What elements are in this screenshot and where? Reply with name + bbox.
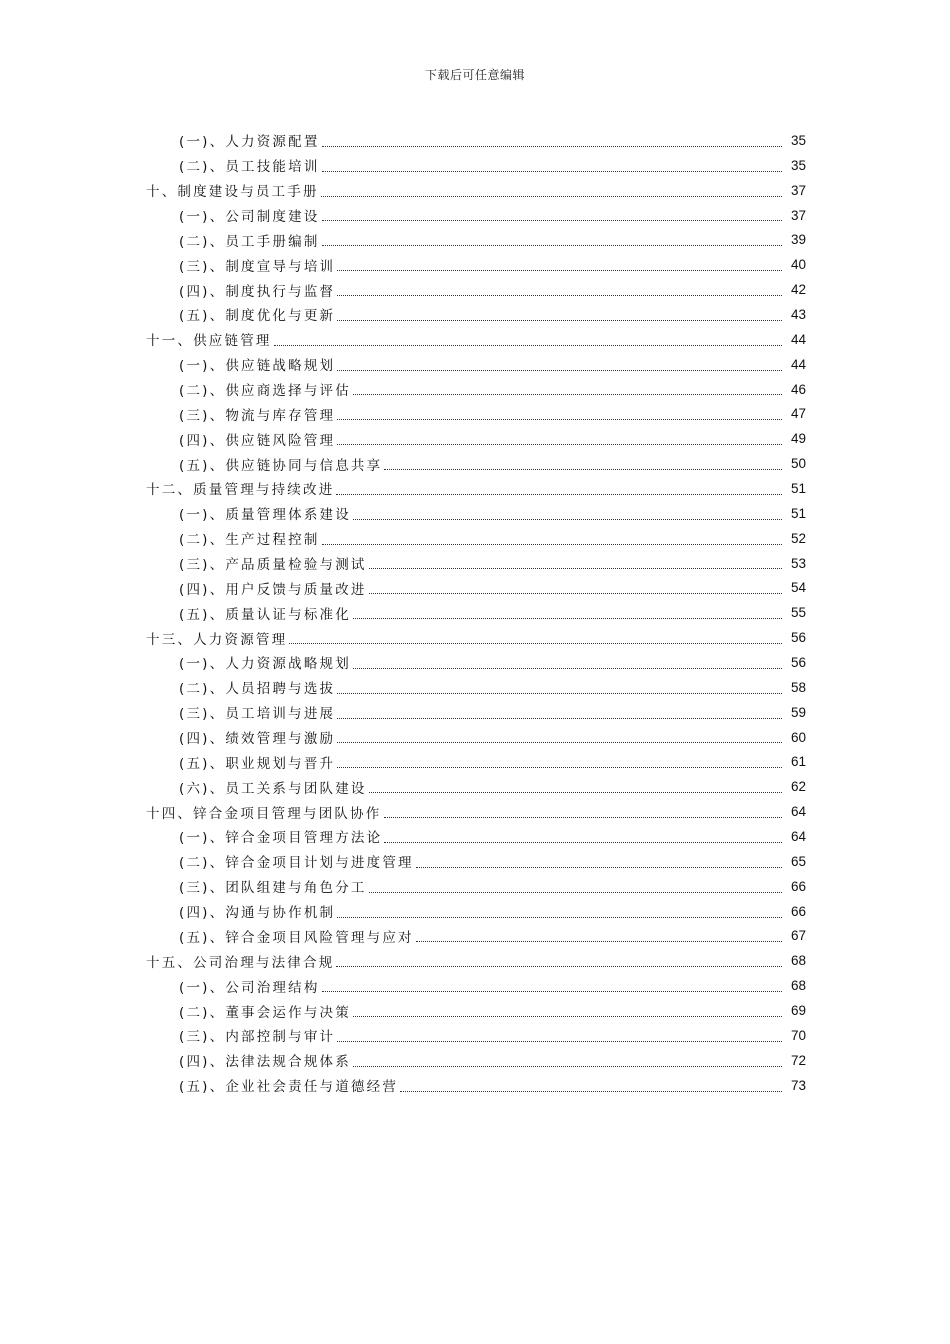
toc-page-number: 40 — [790, 257, 806, 273]
toc-entry-title: (三)、产品质量检验与测试 — [179, 557, 367, 574]
toc-page-number: 35 — [790, 157, 806, 173]
toc-entry-title: (四)、法律法规合规体系 — [179, 1054, 351, 1071]
toc-dot-leader — [337, 369, 782, 371]
toc-page-number: 53 — [790, 555, 806, 571]
toc-section-entry[interactable] — [0, 153, 950, 178]
toc-section-entry[interactable] — [0, 700, 950, 725]
toc-page-number: 65 — [790, 853, 806, 869]
toc-dot-leader — [353, 393, 782, 395]
toc-entry-title: (一)、公司制度建设 — [179, 209, 320, 225]
toc-section-entry[interactable] — [0, 924, 950, 949]
toc-section-entry[interactable] — [0, 998, 950, 1023]
toc-dot-leader — [416, 866, 782, 868]
toc-section-entry[interactable] — [0, 426, 950, 451]
toc-dot-leader — [322, 543, 782, 545]
toc-dot-leader — [337, 319, 782, 321]
toc-entry-title: (四)、用户反馈与质量改进 — [179, 581, 367, 598]
toc-page-number: 46 — [790, 381, 806, 397]
toc-dot-leader — [369, 791, 782, 793]
toc-entry-title: (五)、供应链协同与信息共享 — [179, 457, 383, 474]
toc-dot-leader — [353, 617, 782, 619]
toc-entry-title: 十二、质量管理与持续改进 — [146, 482, 335, 499]
toc-chapter-entry[interactable] — [0, 178, 950, 203]
toc-chapter-entry[interactable] — [0, 476, 950, 501]
toc-dot-leader — [336, 493, 782, 495]
toc-dot-leader — [337, 916, 782, 918]
toc-section-entry[interactable] — [0, 377, 950, 402]
toc-dot-leader — [336, 965, 782, 967]
toc-page-number: 72 — [790, 1052, 806, 1068]
toc-entry-title: (二)、员工手册编制 — [179, 233, 320, 250]
toc-page-number: 70 — [790, 1027, 806, 1043]
toc-page-number: 73 — [790, 1077, 806, 1093]
toc-entry-title: (三)、员工培训与进展 — [179, 706, 336, 723]
toc-entry-title: 十一、供应链管理 — [146, 333, 272, 350]
toc-page-number: 58 — [790, 679, 806, 695]
toc-section-entry[interactable] — [0, 899, 950, 924]
toc-page-number: 50 — [790, 456, 806, 472]
toc-page-number: 44 — [790, 331, 806, 347]
toc-entry-title: (六)、员工关系与团队建设 — [179, 780, 367, 797]
toc-dot-leader — [337, 1040, 782, 1042]
toc-dot-leader — [322, 145, 782, 147]
toc-page-number: 35 — [790, 132, 806, 148]
toc-dot-leader — [384, 468, 782, 470]
toc-dot-leader — [322, 219, 782, 221]
toc-entry-title: (一)、公司治理结构 — [179, 979, 320, 996]
toc-page-number: 69 — [790, 1003, 806, 1018]
toc-page-number: 67 — [790, 928, 806, 944]
toc-section-entry[interactable] — [0, 600, 950, 625]
toc-entry-title: (五)、制度优化与更新 — [179, 308, 336, 325]
toc-entry-title: (三)、物流与库存管理 — [179, 407, 336, 424]
toc-dot-leader — [369, 567, 782, 569]
toc-entry-title: 十、制度建设与员工手册 — [146, 184, 319, 201]
toc-page-number: 68 — [790, 978, 806, 994]
toc-entry-title: (三)、制度宣导与培训 — [179, 258, 336, 275]
toc-entry-title: (一)、供应链战略规划 — [179, 358, 336, 375]
toc-entry-title: (二)、人员招聘与选拔 — [179, 681, 336, 698]
toc-chapter-entry[interactable] — [0, 625, 950, 650]
toc-page-number: 52 — [790, 530, 806, 546]
toc-page-number: 42 — [790, 282, 806, 298]
toc-dot-leader — [274, 344, 782, 346]
toc-page-number: 51 — [790, 480, 806, 496]
toc-page-number: 59 — [790, 704, 806, 720]
toc-page-number: 51 — [790, 505, 806, 521]
toc-page-number: 37 — [790, 182, 806, 198]
toc-entry-title: (二)、锌合金项目计划与进度管理 — [179, 855, 414, 872]
toc-section-entry[interactable] — [0, 203, 950, 228]
toc-dot-leader — [416, 940, 782, 942]
toc-entry-title: (三)、内部控制与审计 — [179, 1029, 336, 1046]
toc-dot-leader — [400, 1090, 782, 1092]
toc-entry-title: (五)、职业规划与晋升 — [179, 755, 336, 772]
toc-dot-leader — [322, 170, 782, 172]
toc-page-number: 54 — [790, 580, 806, 596]
toc-section-entry[interactable] — [0, 551, 950, 576]
toc-section-entry[interactable] — [0, 824, 950, 849]
toc-section-entry[interactable] — [0, 1048, 950, 1073]
toc-section-entry[interactable] — [0, 774, 950, 799]
toc-dot-leader — [289, 642, 782, 644]
toc-dot-leader — [337, 717, 782, 719]
toc-chapter-entry[interactable] — [0, 948, 950, 973]
toc-section-entry[interactable] — [0, 227, 950, 252]
toc-page-number: 60 — [790, 729, 806, 745]
toc-section-entry[interactable] — [0, 401, 950, 426]
toc-page-number: 56 — [790, 630, 806, 646]
toc-dot-leader — [369, 891, 782, 893]
toc-page-number: 64 — [790, 804, 806, 820]
toc-dot-leader — [384, 816, 783, 818]
toc-entry-title: (一)、人力资源配置 — [179, 134, 320, 151]
toc-page-number: 44 — [790, 356, 806, 372]
toc-section-entry[interactable] — [0, 973, 950, 998]
toc-section-entry[interactable] — [0, 849, 950, 874]
toc-chapter-entry[interactable] — [0, 799, 950, 824]
toc-entry-title: (二)、董事会运作与决策 — [179, 1004, 351, 1021]
toc-page-number: 49 — [790, 431, 806, 447]
toc-dot-leader — [384, 841, 782, 843]
toc-dot-leader — [337, 418, 782, 420]
toc-section-entry[interactable] — [0, 501, 950, 526]
toc-page-number: 56 — [790, 654, 806, 670]
toc-entry-title: (二)、生产过程控制 — [179, 532, 320, 549]
toc-dot-leader — [353, 1015, 782, 1017]
toc-entry-title: (五)、质量认证与标准化 — [179, 606, 351, 623]
toc-section-entry[interactable] — [0, 749, 950, 774]
toc-entry-title: (一)、锌合金项目管理方法论 — [179, 830, 383, 847]
toc-entry-title: (四)、绩效管理与激励 — [179, 731, 336, 748]
toc-entry-title: (四)、供应链风险管理 — [179, 432, 336, 449]
toc-dot-leader — [321, 195, 782, 197]
toc-dot-leader — [353, 518, 782, 520]
toc-section-entry[interactable] — [0, 128, 950, 153]
toc-section-entry[interactable] — [0, 526, 950, 551]
toc-entry-title: (四)、制度执行与监督 — [179, 283, 336, 300]
toc-section-entry[interactable] — [0, 1073, 950, 1098]
toc-page-number: 37 — [790, 207, 806, 223]
toc-dot-leader — [353, 1065, 782, 1067]
toc-dot-leader — [322, 244, 782, 246]
toc-dot-leader — [369, 592, 782, 594]
toc-page-number: 62 — [790, 779, 806, 795]
toc-page-number: 68 — [790, 953, 806, 969]
toc-section-entry[interactable] — [0, 277, 950, 302]
toc-chapter-entry[interactable] — [0, 327, 950, 352]
toc-dot-leader — [337, 692, 782, 694]
toc-section-entry[interactable] — [0, 352, 950, 377]
page-header: 下载后可任意编辑 — [424, 68, 525, 82]
toc-entry-title: (五)、企业社会责任与道德经营 — [179, 1079, 399, 1096]
toc-section-entry[interactable] — [0, 675, 950, 700]
toc-dot-leader — [322, 990, 782, 992]
toc-entry-title: (五)、锌合金项目风险管理与应对 — [179, 929, 414, 946]
toc-entry-title: 十三、人力资源管理 — [146, 631, 288, 648]
toc-entry-title: (二)、员工技能培训 — [179, 159, 320, 176]
toc-entry-title: 十五、公司治理与法律合规 — [146, 954, 335, 971]
toc-dot-leader — [353, 667, 782, 669]
toc-entry-title: (四)、沟通与协作机制 — [179, 905, 336, 922]
toc-section-entry[interactable] — [0, 252, 950, 277]
toc-page-number: 61 — [790, 754, 806, 770]
toc-page-number: 55 — [790, 605, 806, 621]
toc-section-entry[interactable] — [0, 1023, 950, 1048]
toc-page-number: 64 — [790, 828, 806, 844]
toc-entry-title: (一)、人力资源战略规划 — [179, 656, 351, 673]
toc-page-number: 66 — [790, 878, 806, 894]
toc-entry-title: (二)、供应商选择与评估 — [179, 383, 351, 400]
toc-page-number: 47 — [790, 406, 806, 422]
toc-section-entry[interactable] — [0, 874, 950, 899]
toc-section-entry[interactable] — [0, 725, 950, 750]
toc-entry-title: 十四、锌合金项目管理与团队协作 — [146, 805, 382, 822]
toc-section-entry[interactable] — [0, 575, 950, 600]
toc-page-number: 66 — [790, 903, 806, 919]
toc-dot-leader — [337, 269, 782, 271]
table-of-contents — [0, 128, 950, 1098]
toc-section-entry[interactable] — [0, 451, 950, 476]
toc-dot-leader — [337, 741, 782, 743]
toc-dot-leader — [337, 294, 782, 296]
toc-entry-title: (三)、团队组建与角色分工 — [179, 880, 367, 897]
toc-entry-title: (一)、质量管理体系建设 — [179, 507, 351, 524]
toc-page-number: 39 — [790, 232, 806, 248]
toc-section-entry[interactable] — [0, 302, 950, 327]
toc-dot-leader — [337, 766, 782, 768]
toc-section-entry[interactable] — [0, 650, 950, 675]
toc-page-number: 43 — [790, 306, 806, 322]
toc-dot-leader — [337, 443, 782, 445]
